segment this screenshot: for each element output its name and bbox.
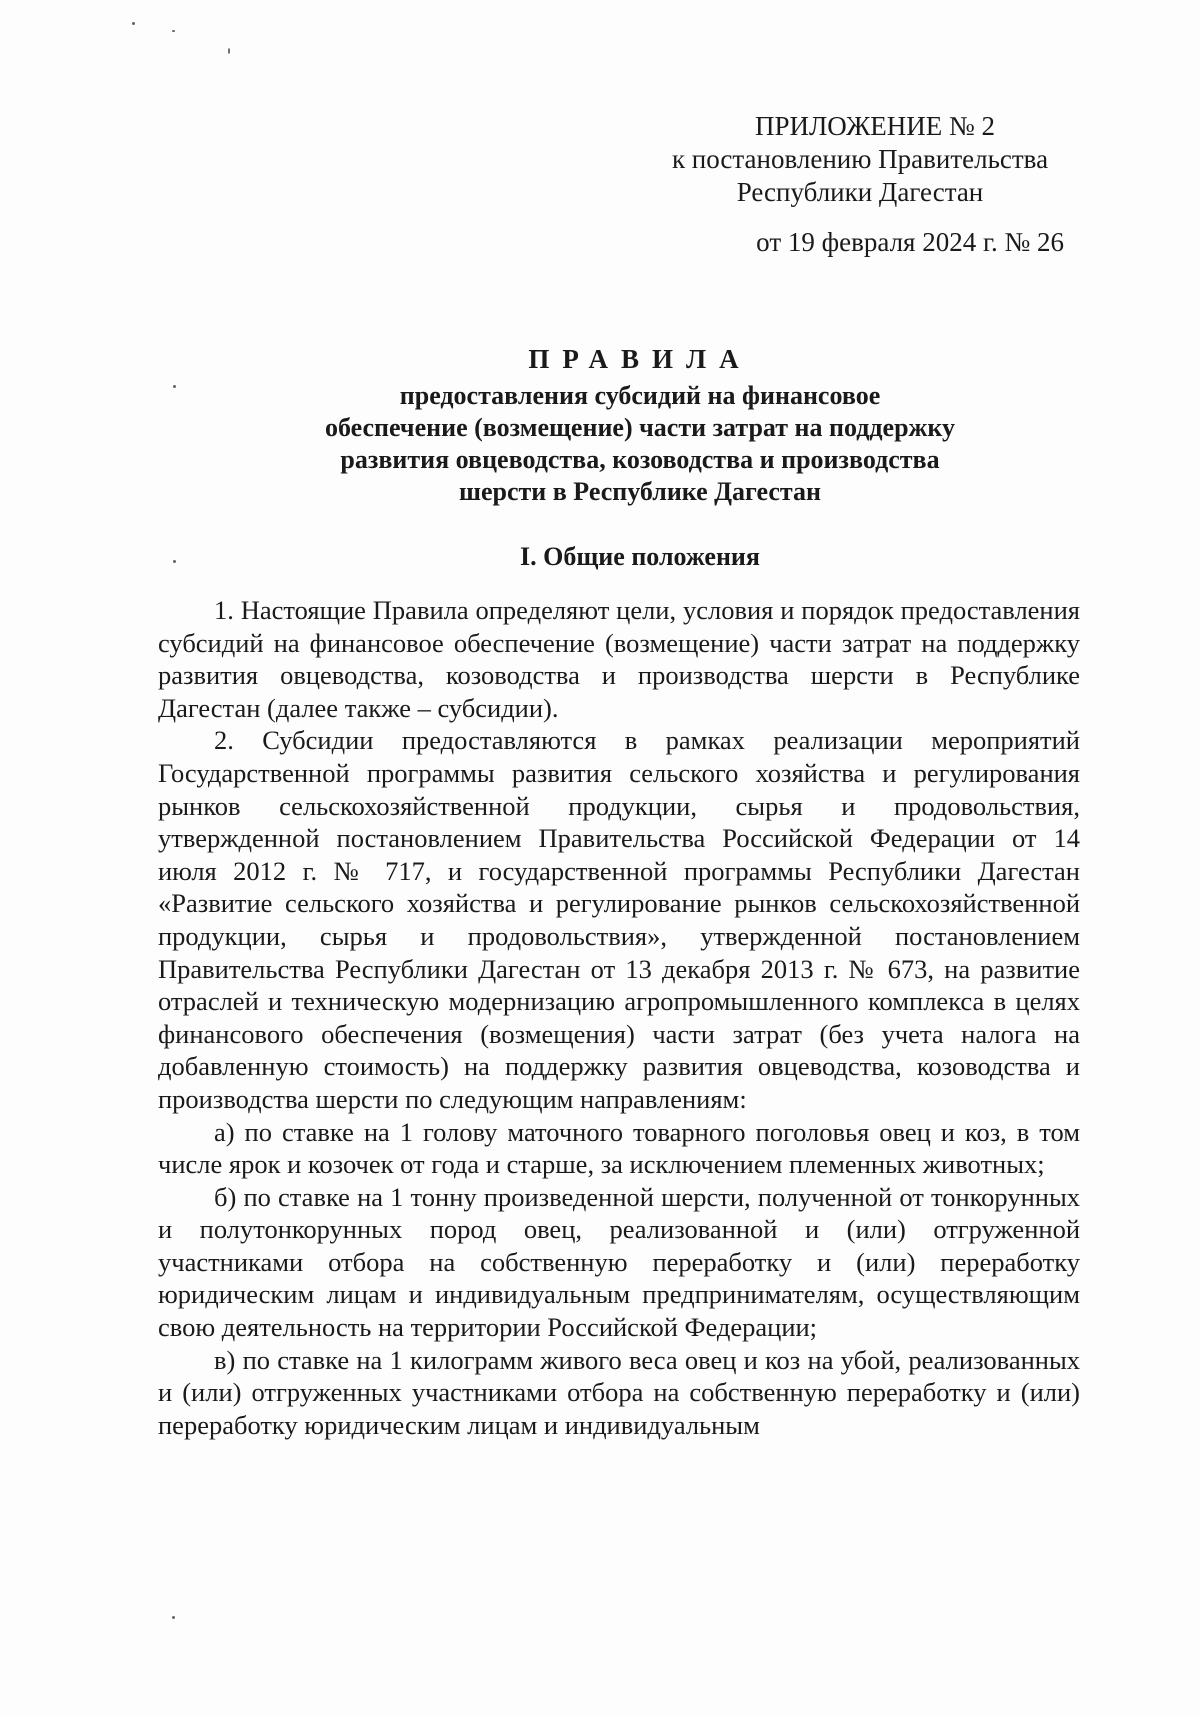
scan-speck xyxy=(172,30,175,32)
paragraph: а) по ставке на 1 голову маточного товарного поголовья овец и коз, в том числе ярок и козочек от года и старше, за исключением племенных животных; xyxy=(158,1116,1080,1180)
paragraph: в) по ставке на 1 килограмм живого веса овец и коз на убой, реализованных и (или) отгруженных участниками отбора на собственную переработку и (или) переработку юридическим лицам и индивидуальным xyxy=(158,1344,1080,1440)
scan-speck xyxy=(172,1616,175,1619)
annex-reference: к постановлению Правительства xyxy=(671,144,1049,174)
title-line: шерсти в Республике Дагестан xyxy=(459,477,821,506)
title-line: развития овцеводства, козоводства и производства xyxy=(340,445,940,474)
title-main: ПРАВИЛА xyxy=(528,344,752,374)
scan-speck xyxy=(228,48,230,54)
body-text xyxy=(158,594,1080,1441)
annex-header xyxy=(640,110,1080,259)
scan-speck xyxy=(132,22,135,25)
paragraph: 2. Субсидии предоставляются в рамках реализации мероприятий Государственной программы развития сельского хозяйства и регулирования рынков сельскохозяйственной продукции, сырья и продовольствия, утвержденной постановлением Правительства Российской Федерации от 14 июля 2012 г. № 717, и государственной программы Республики Дагестан «Развитие сельского хозяйства и регулирование рынков сельскохозяйственной продукции, сырья и продовольствия», утвержденной постановлением Правительства Республики Дагестан от 13 декабря 2013 г. № 673, на развитие отраслей и техническую модернизацию агропромышленного комплекса в целях финансового обеспечения (возмещения) части затрат (без учета налога на добавленную стоимость) на поддержку развития овцеводства, козоводства и производства шерсти по следующим направлениям: xyxy=(158,725,1080,1114)
annex-date: от 19 февраля 2024 г. № 26 xyxy=(756,227,1064,257)
document-title xyxy=(150,342,1130,508)
annex-region: Республики Дагестан xyxy=(736,177,984,207)
annex-number: ПРИЛОЖЕНИЕ № 2 xyxy=(754,111,996,141)
paragraph: б) по ставке на 1 тонну произведенной шерсти, полученной от тонкорунных и полутонкорунных пород овец, реализованной и (или) отгруженной участниками отбора на собственную переработку и (или) переработку юридическим лицам и индивидуальным предпринимателям, осуществляющим свою деятельность на территории Российской Федерации; xyxy=(158,1181,1080,1343)
title-line: обеспечение (возмещение) части затрат на поддержку xyxy=(325,413,955,442)
paragraph: 1. Настоящие Правила определяют цели, условия и порядок предоставления субсидий на финансовое обеспечение (возмещение) части затрат на поддержку развития овцеводства, козоводства и производства шерсти в Республике Дагестан (далее также – субсидии). xyxy=(158,595,1080,723)
section-heading: I. Общие положения xyxy=(520,542,760,571)
title-line: предоставления субсидий на финансовое xyxy=(399,381,881,410)
